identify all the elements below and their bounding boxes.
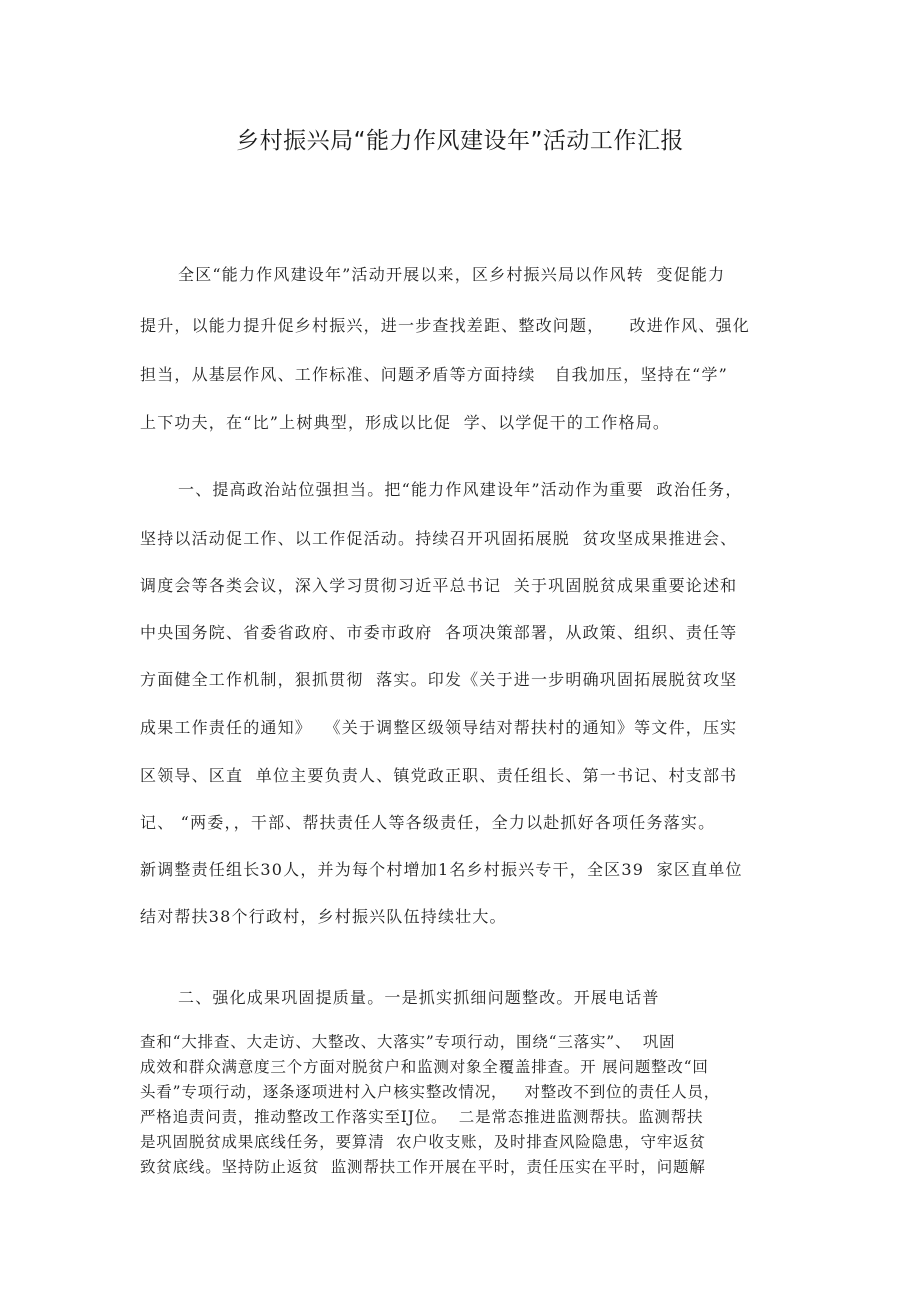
section1-line: 一、提高政治站位强担当。把“能力作风建设年”活动作为重要 政治任务，	[178, 480, 743, 499]
section2-line: 致贫底线。坚持防止返贫 监测帮扶工作开展在平时，责任压实在平时，问题解	[140, 1158, 706, 1176]
intro-line: 提升，以能力提升促乡村振兴，进一步查找差距、整改问题， 改进作风、强化	[140, 316, 750, 335]
document-title: 乡村振兴局“能力作风建设年”活动工作汇报	[236, 128, 684, 154]
section1-line: 区领导、区直 单位主要负责人、镇党政正职、责任组长、第一书记、村支部书	[140, 766, 738, 785]
section1-line: 坚持以活动促工作、以工作促活动。持续召开巩固拓展脱 贫攻坚成果推进会、	[140, 529, 738, 548]
section1-line: 成果工作责任的通知》 《关于调整区级领导结对帮扶村的通知》等文件，压实	[140, 718, 738, 737]
section2-line: 头看”专项行动，逐条逐项进村入户核实整改情况， 对整改不到位的责任人员，	[140, 1083, 721, 1101]
section1-line: 调度会等各类会议，深入学习贯彻习近平总书记 关于巩固脱贫成果重要论述和	[140, 576, 738, 595]
intro-line: 担当，从基层作风、工作标准、问题矛盾等方面持续 自我加压，坚持在“学”	[140, 365, 729, 384]
section2-line: 成效和群众满意度三个方面对脱贫户和监测对象全覆盖排查。开 展问题整改“回	[140, 1058, 709, 1076]
section2-line: 是巩固脱贫成果底线任务，要算清 农户收支账，及时排查风险隐患，守牢返贫	[140, 1133, 706, 1151]
section2-heading: 二、强化成果巩固提质量。一是抓实抓细问题整改。开展电话普	[178, 988, 660, 1007]
section1-line: 结对帮扶38个行政村，乡村振兴队伍持续壮大。	[140, 907, 507, 926]
section2-line: 严格追责问责，推动整改工作落实至IJ位。 二是常态推进监测帮扶。监测帮扶	[140, 1108, 704, 1126]
section1-line: 中央国务院、省委省政府、市委市政府 各项决策部署，从政策、组织、责任等	[140, 623, 738, 642]
section1-line: 记、 “两委，，干部、帮扶责任人等各级责任，全力以赴抓好各项任务落实。	[140, 813, 716, 832]
section1-line: 新调整责任组长30人，并为每个村增加1名乡村振兴专干，全区39 家区直单位	[140, 860, 743, 879]
section2-line: 查和“大排查、大走访、大整改、大落实”专项行动，围绕“三落实”、 巩固	[140, 1033, 676, 1051]
intro-line: 上下功夫，在“比”上树典型，形成以比促 学、以学促干的工作格局。	[140, 413, 671, 432]
intro-line: 全区“能力作风建设年”活动开展以来，区乡村振兴局以作风转 变促能力	[178, 265, 726, 284]
section1-line: 方面健全工作机制，狠抓贯彻 落实。印发《关于进一步明确巩固拓展脱贫攻坚	[140, 670, 738, 689]
